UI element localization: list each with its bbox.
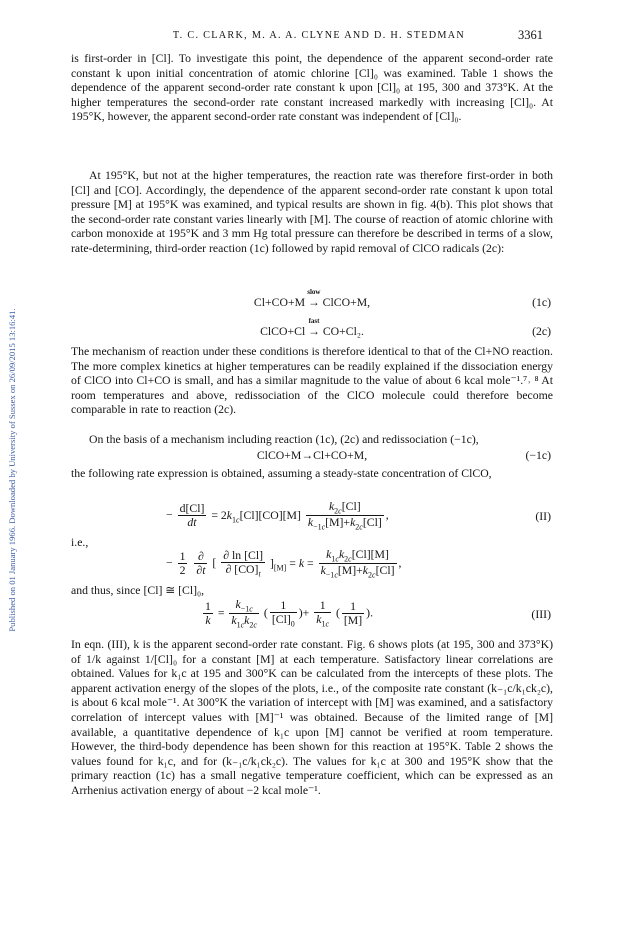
equation-1c: Cl+CO+M → slow ClCO+M, (1c): [253, 288, 551, 309]
paragraph-6: In eqn. (III), k is the apparent second-order rate constant. Fig. 6 shows plots (at 195, 300 and 373°K) of 1/k against 1/[Cl]₀ for a constant [M] at each temperature. Satisfactory linear correlations are obtained. Values for k₁c at 195 and 300°K can be calculated from the intercepts of these plots. The apparent activation energy of the slopes of the plots, i.e., of the composite rate constant (k₋₁c/k₁ck₂c), is about 6 kcal mole⁻¹. At 300°K the variation of intercept with [M] was examined, and a satisfactory correlation of intercept values with [M]⁻¹ was obtained. Because of the limited range of [M] available, a quantitative dependence of k₁c upon [M] cannot be verified at room temperature. However, the third-body dependence has been shown for this reaction at 195°K. Table 2 shows the values found for k₁c, and for (k₋₁c/k₁ck₂c). The values for k₁c at 300 and 195°K show that the primary reaction (1c) has a small negative temperature coefficient, which can be expressed as an Arrhenius activation energy of about −2 kcal mole⁻¹.: [71, 638, 553, 797]
paragraph-2: At 195°K, but not at the higher temperatures, the reaction rate was therefore first-order in both [Cl] and [CO]. Accordingly, the dependence of the apparent second-order rate constant k upon total pressure [M] at 195°K was examined, and typical results are shown in fig. 4(b). This plot shows that the second-order rate constant varies linearly with [M]. The course of reaction of atomic chlorine with carbon monoxide at 195°K and 3 mm Hg total pressure can therefore be described in terms of a slow, rate-determining, third-order reaction (1c) followed by rapid removal of ClCO radicals (2c):: [71, 169, 553, 255]
paragraph-since: and thus, since [Cl] ≅ [Cl]₀,: [71, 584, 205, 597]
equation-minus-1c: ClCO+M→Cl+CO+M, (−1c): [256, 449, 551, 462]
page-number: 3361: [518, 28, 543, 42]
paragraph-4: On the basis of a mechanism including reaction (1c), (2c) and redissociation (−1c),: [89, 433, 479, 446]
equation-III: $\frac{1}{k}$ = $\frac{k_{-1c}}{k_{1c}k_{2c}}$ ( $\frac{1}{[Cl]_0}$ )+ $\frac{1}{k_{1c}}$ ( $\frac{1}{[M]}$ ). (III): [205, 598, 551, 630]
paragraph-5: the following rate expression is obtained, assuming a steady-state concentration of ClCO,: [71, 467, 492, 480]
paragraph-1: is first-order in [Cl]. To investigate this point, the dependence of the apparent second-order rate constant k upon initial concentration of atomic chlorine [Cl]₀ was examined. Table 1 shows the dependence of the apparent second-order rate constant k upon [Cl]₀ at 195, 300 and 373°K. At the higher temperatures the second-order rate constant increased markedly with increasing [Cl]₀. At 195°K, however, the apparent second-order rate constant was independent of [Cl]₀.: [71, 52, 553, 124]
equation-2c: ClCO+Cl → fast CO+Cl₂. (2c): [260, 317, 551, 338]
equation-II: − $\frac{d[Cl]}{dt}$ = $2k_{1c}[Cl][CO][M]$ $\frac{k_{2c}[Cl]}{k_{-1c}[M]+k_{2c}[Cl]}$ , (II): [166, 500, 551, 532]
equation-ie: − $\frac{1}{2}$ $\frac{\partial}{\partial t}$ [ $\frac{\partial \ln [Cl]}{\partial [CO]_t}$ ]$_{[M]} = k$ = $\frac{k_{1c}k_{2c}[Cl][M]}{k_{-1c}[M]+k_{2c}[Cl]}$ ,: [166, 548, 402, 580]
paragraph-3: The mechanism of reaction under these conditions is therefore identical to that of the Cl+NO reaction. The more complex kinetics at higher temperatures can be readily explained if the dissociation energy of ClCO into Cl+CO is small, and has a similar magnitude to the value of about 6 kcal mole⁻¹.⁷˒ ⁸ At room temperatures and above, redissociation of the ClCO molecule could therefore become comparable in rate to reaction (2c).: [71, 345, 553, 417]
running-header-authors: T. C. CLARK, M. A. A. CLYNE AND D. H. STEDMAN: [172, 30, 466, 41]
paragraph-ie: i.e.,: [71, 536, 89, 549]
publication-sidebar-note: Published on 01 January 1966. Downloaded by University of Sussex on 26/09/2015 13:16:41.: [7, 308, 17, 632]
